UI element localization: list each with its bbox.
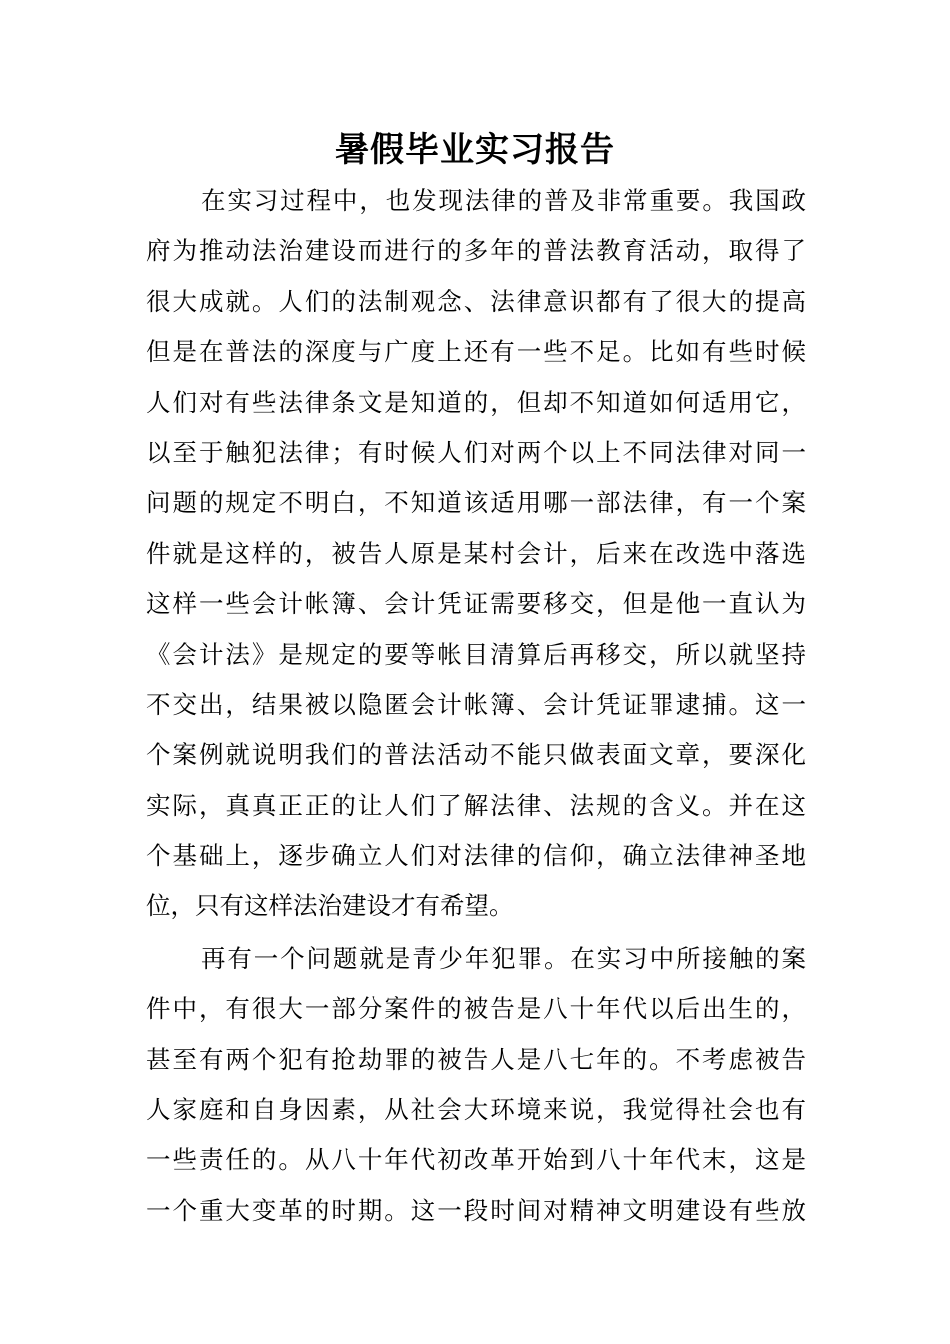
paragraph-1-line-12: 个案例就说明我们的普法活动不能只做表面文章，要深化 [146, 740, 806, 770]
paragraph-1-line-3: 很大成就。人们的法制观念、法律意识都有了很大的提高 [146, 286, 806, 316]
paragraph-1-line-1: 在实习过程中，也发现法律的普及非常重要。我国政 [201, 186, 806, 215]
paragraph-2-line-2: 件中，有很大一部分案件的被告是八十年代以后出生的， [146, 994, 806, 1024]
paragraph-2-line-6: 一个重大变革的时期。这一段时间对精神文明建设有些放 [146, 1195, 806, 1225]
paragraph-2-line-4: 人家庭和自身因素，从社会大环境来说，我觉得社会也有 [146, 1095, 806, 1125]
paragraph-1-line-7: 问题的规定不明白，不知道该适用哪一部法律，有一个案 [146, 488, 806, 518]
paragraph-2-line-1: 再有一个问题就是青少年犯罪。在实习中所接触的案 [201, 943, 806, 973]
paragraph-1-line-5: 人们对有些法律条文是知道的，但却不知道如何适用它， [146, 387, 806, 417]
document-body [146, 176, 806, 1236]
paragraph-1-line-10: 《会计法》是规定的要等帐目清算后再移交，所以就坚持 [146, 639, 806, 669]
paragraph-1-line-2: 府为推动法治建设而进行的多年的普法教育活动，取得了 [146, 236, 806, 266]
paragraph-1-line-9: 这样一些会计帐簿、会计凭证需要移交，但是他一直认为 [146, 589, 806, 619]
paragraph-1-line-8: 件就是这样的，被告人原是某村会计，后来在改选中落选 [146, 538, 806, 568]
paragraph-1-line-4: 但是在普法的深度与广度上还有一些不足。比如有些时候 [146, 337, 806, 367]
paragraph-2-line-5: 一些责任的。从八十年代初改革开始到八十年代末，这是 [146, 1145, 806, 1175]
paragraph-1-line-14: 个基础上，逐步确立人们对法律的信仰，确立法律神圣地 [146, 841, 806, 871]
paragraph-1-line-6: 以至于触犯法律；有时候人们对两个以上不同法律对同一 [146, 437, 806, 467]
paragraph-1-line-15: 位，只有这样法治建设才有希望。 [146, 891, 514, 921]
paragraph-1-line-13: 实际，真真正正的让人们了解法律、法规的含义。并在这 [146, 790, 806, 820]
document-title: 暑假毕业实习报告 [335, 130, 615, 170]
paragraph-2-line-3: 甚至有两个犯有抢劫罪的被告人是八七年的。不考虑被告 [146, 1044, 806, 1074]
paragraph-1-line-11: 不交出，结果被以隐匿会计帐簿、会计凭证罪逮捕。这一 [146, 689, 806, 719]
